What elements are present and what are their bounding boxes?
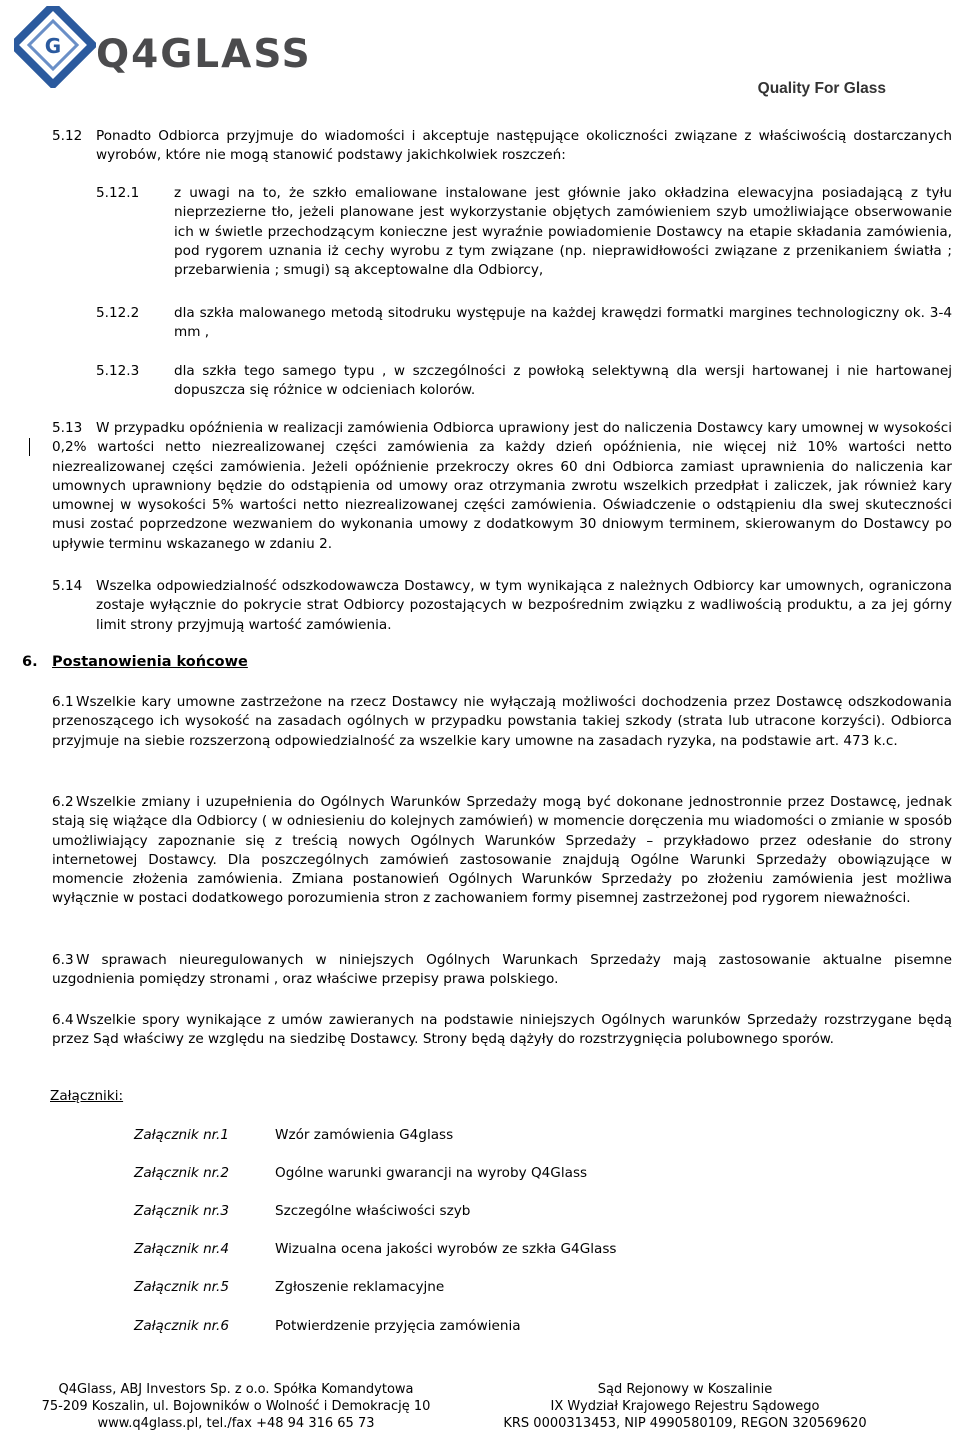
- section-number: 5.12: [52, 128, 83, 144]
- footer-court: Sąd Rejonowy w Koszalinie: [597, 1382, 773, 1397]
- footer-left: [26, 1381, 446, 1432]
- footer-register: IX Wydział Krajowego Rejestru Sądowego: [550, 1399, 820, 1414]
- attachment-number: Załącznik nr.5: [134, 1279, 229, 1295]
- section-number: 5.13: [52, 420, 83, 436]
- revision-bar: [29, 438, 30, 456]
- logo-wordmark: Q4GLASS: [96, 32, 312, 77]
- attachment-title: Ogólne warunki gwarancji na wyroby Q4Glass: [275, 1165, 588, 1181]
- attachment-number: Załącznik nr.3: [134, 1203, 229, 1219]
- footer-ids: KRS 0000313453, NIP 4990580109, REGON 320569620: [503, 1416, 867, 1431]
- attachment-number: Załącznik nr.4: [134, 1241, 229, 1257]
- svg-text:G: G: [44, 34, 62, 58]
- section-text-b: nie więcej niż 10% wartości netto niezrealizowanej części zamówienia. Jeżeli opóźnienie przekroczy okres 60 dni Odbiorca zamiast uprawnienia do naliczenia kar umownych uprawniony będzie do odstąpienia od umowy oraz otrzymania zwrotu wszelkich przedpłat i zaliczek, jak również kary umownej w wysokości 5% wartości netto niezrealizowanej części zamówienia. Oświadczenie o odstąpieniu dla swej skuteczności musi zostać poprzedzone wezwaniem do wykonania umowy z dodatkowym 30 dniowym terminem, skierowanym do Dostawcy po upływie terminu wskazanego w zdaniu 2.: [52, 439, 952, 552]
- clause-6-3: [52, 951, 952, 990]
- footer-right: [480, 1381, 890, 1432]
- attachment-title: Zgłoszenie reklamacyjne: [275, 1279, 445, 1295]
- section-6-number: 6.: [22, 654, 38, 670]
- clause-number: 6.3: [52, 952, 74, 968]
- attachment-title: Potwierdzenie przyjęcia zamówienia: [275, 1318, 521, 1334]
- section-text: Wszelka odpowiedzialność odszkodowawcza Dostawcy, w tym wynikająca z należnych Odbiorcy kar umownych, ograniczona zostaje wyłącznie do pokrycie strat Odbiorcy pozostających w bezpośrednim związku z wadliwością produktu, a za jej górny limit strony przyjmują wartość zamówienia.: [96, 578, 952, 633]
- attachment-title: Wzór zamówienia G4glass: [275, 1127, 454, 1143]
- item-number: 5.12.3: [96, 363, 140, 379]
- clause-text: Wszelkie spory wynikające z umów zawieranych na podstawie niniejszych Ogólnych warunków Sprzedaży rozstrzygane będą przez Sąd właściwy ze względu na siedzibę Dostawcy. Strony będą dążyły do rozstrzygnięcia polubownego sporów.: [52, 1012, 952, 1048]
- attachment-number: Załącznik nr.2: [134, 1165, 229, 1181]
- clause-text: Wszelkie kary umowne zastrzeżone na rzecz Dostawcy nie wyłączają możliwości dochodzenia przez Dostawcę odszkodowania przenoszącego ich wysokość na zasadach ogólnych w przypadku powstania takiej szkody (strata lub utracone korzyści). Odbiorca przyjmuje na siebie rozszerzoną odpowiedzialność za wszelkie kary umowne na zasadach ryzyka, na podstawie art. 473 k.c.: [52, 694, 952, 749]
- clause-6-4: [52, 1011, 952, 1050]
- attachment-number: Załącznik nr.1: [134, 1127, 229, 1143]
- clause-number: 6.2: [52, 794, 74, 810]
- item-text: z uwagi na to, że szkło emaliowane instalowane jest głównie jako okładzina elewacyjna posiadającą z tyłu nieprzezierne tło, jeżeli planowane jest wykorzystanie objętych zamówieniem szyb umożliwiające obserwowanie ich w świetle przechodzącym konieczne jest wyraźnie powiadomienie Dostawcy na etapie składania zamówienia, pod rygorem uznania iż cechy wyrobu z tym związane (np. nieprawidłowości związane z przenikaniem światła ; przebarwienia ; smugi) są akceptowalne dla Odbiorcy,: [174, 185, 952, 279]
- attachments-label: Załączniki:: [50, 1088, 124, 1104]
- item-number: 5.12.1: [96, 185, 140, 201]
- clause-6-2: [52, 793, 952, 909]
- footer-contact: www.q4glass.pl, tel./fax +48 94 316 65 73: [97, 1416, 375, 1431]
- attachment-title: Szczególne właściwości szyb: [275, 1203, 471, 1219]
- footer-company: Q4Glass, ABJ Investors Sp. z o.o. Spółka Komandytowa: [58, 1382, 414, 1397]
- item-text: dla szkła tego samego typu , w szczególności z powłoką selektywną dla wersji hartowanej i nie hartowanej dopuszcza się różnice w odcieniach kolorów.: [174, 363, 952, 399]
- clause-text: W sprawach nieuregulowanych w niniejszych Ogólnych Warunkach Sprzedaży mają zastosowanie aktualne pisemne uzgodnienia pomiędzy stronami , oraz właściwe przepisy prawa polskiego.: [52, 952, 952, 988]
- item-number: 5.12.2: [96, 305, 140, 321]
- q4glass-logo-icon: [14, 6, 96, 88]
- clause-text: Wszelkie zmiany i uzupełnienia do Ogólnych Warunków Sprzedaży mogą być dokonane jednostronnie przez Dostawcę, jednak stają się wiążące dla Odbiorcy ( w odniesieniu do kolejnych zamówień) w momencie doręczenia mu wiadomości o zmianie w sposób umożliwiający zapoznanie się z treścią nowych Ogólnych Warunków Sprzedaży – przykładowo przez odesłanie do strony internetowej Dostawcy. Dla poszczególnych zamówień zastosowanie znajdują Ogólne Warunki Sprzedaży obowiązujące w momencie złożenia zamówienia. Zmiana postanowień Ogólnych Warunków Sprzedaży po złożeniu zamówienia jest możliwa wyłącznie w postaci dodatkowego porozumienia stron z zachowaniem formy pisemnej zastrzeżonej pod rygorem nieważności.: [52, 794, 952, 907]
- tagline: Quality For Glass: [757, 80, 886, 97]
- clause-6-1: [52, 693, 952, 751]
- section-text-a: W przypadku opóźnienia w realizacji zamówienia Odbiorca uprawiony jest do naliczenia Dostawcy kary umownej w wysokości 0,2% wartości netto niezrealizowanej części zamówienia za każdy dzień opóźnienia,: [52, 420, 952, 456]
- attachment-number: Załącznik nr.6: [134, 1318, 229, 1334]
- section-text: Ponadto Odbiorca przyjmuje do wiadomości i akceptuje następujące okoliczności związane z właściwością dostarczanych wyrobów, które nie mogą stanowić podstawy jakichkolwiek roszczeń:: [96, 128, 952, 164]
- section-6-title: Postanowienia końcowe: [52, 654, 248, 670]
- item-text: dla szkła malowanego metodą sitodruku występuje na każdej krawędzi formatki margines technologiczny ok. 3-4 mm ,: [174, 305, 952, 341]
- clause-number: 6.4: [52, 1012, 74, 1028]
- section-5-13: [52, 419, 952, 554]
- section-number: 5.14: [52, 578, 83, 594]
- attachment-title: Wizualna ocena jakości wyrobów ze szkła G4Glass: [275, 1241, 617, 1257]
- footer-address: 75-209 Koszalin, ul. Bojowników o Wolność i Demokrację 10: [41, 1399, 431, 1414]
- clause-number: 6.1: [52, 694, 74, 710]
